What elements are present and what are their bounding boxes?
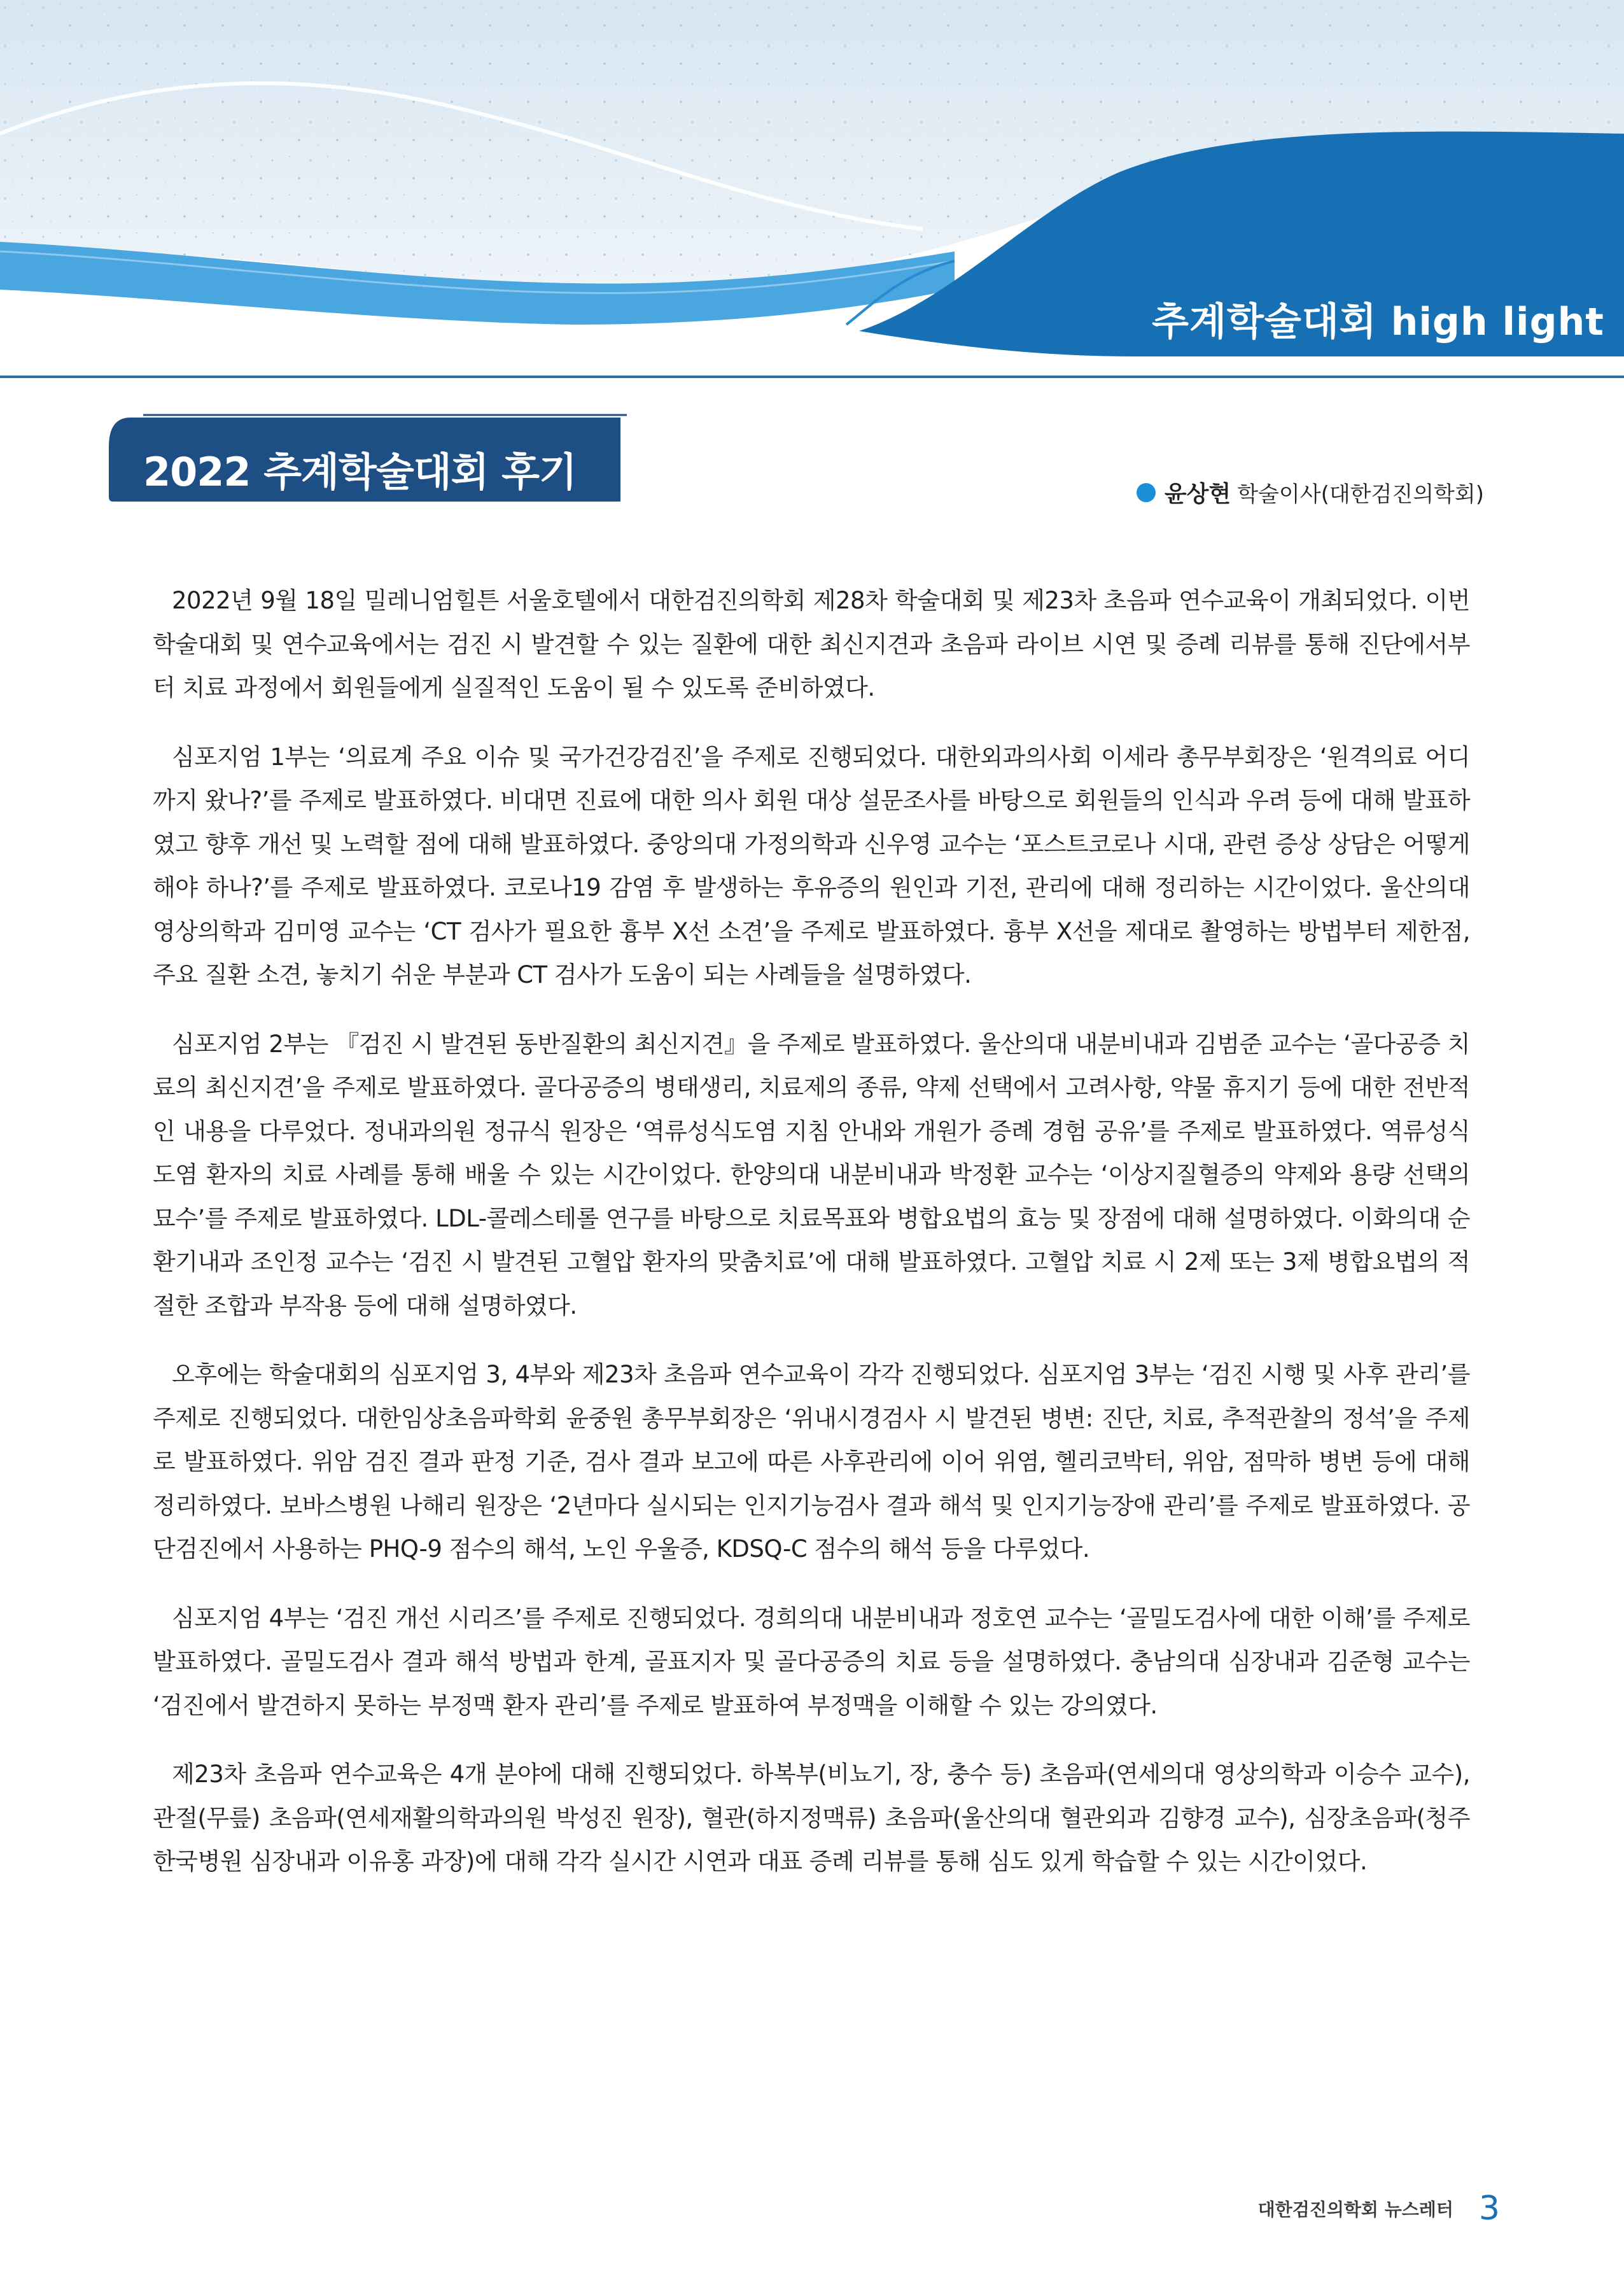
bullet-dot-icon: [1137, 483, 1156, 502]
publication-name: 대한검진의학회 뉴스레터: [1257, 2199, 1453, 2220]
article-body: [153, 579, 1470, 1909]
author-line: [1137, 476, 1484, 509]
paragraph-2: 심포지엄 1부는 ‘의료계 주요 이슈 및 국가건강검진’을 주제로 진행되었다. 대한외과의사회 이세라 총무부회장은 ‘원격의료 어디까지 왔나?’를 주제로 발표하였다. 비대면 진료에 대한 의사 회원 대상 설문조사를 바탕으로 회원들의 인식과 우려 등에 대해 발표하였고 향후 개선 및 노력할 점에 대해 발표하였다. 중앙의대 가정의학과 신우영 교수는 ‘포스트코로나 시대, 관련 증상 상담은 어떻게 해야 하나?’를 주제로 발표하였다. 코로나19 감염 후 발생하는 후유증의 원인과 기전, 관리에 대해 정리하는 시간이었다. 울산의대 영상의학과 김미영 교수는 ‘CT 검사가 필요한 흉부 X선 소견’을 주제로 발표하였다. 흉부 X선을 제대로 촬영하는 방법부터 제한점, 주요 질환 소견, 놓치기 쉬운 부분과 CT 검사가 도움이 되는 사례들을 설명하였다.: [153, 743, 1470, 988]
paragraph-4: 오후에는 학술대회의 심포지엄 3, 4부와 제23차 초음파 연수교육이 각각 진행되었다. 심포지엄 3부는 ‘검진 시행 및 사후 관리’를 주제로 진행되었다. 대한임상초음파학회 윤중원 총무부회장은 ‘위내시경검사 시 발견된 병변: 진단, 치료, 추적관찰의 정석’을 주제로 발표하였다. 위암 검진 결과 판정 기준, 검사 결과 보고에 따른 사후관리에 이어 위염, 헬리코박터, 위암, 점막하 병변 등에 대해 정리하였다. 보바스병원 나해리 원장은 ‘2년마다 실시되는 인지기능검사 결과 해석 및 인지기능장애 관리’를 주제로 발표하였다. 공단검진에서 사용하는 PHQ-9 점수의 해석, 노인 우울증, KDSQ-C 점수의 해석 등을 다루었다.: [153, 1361, 1470, 1563]
author-name: 윤상현: [1164, 481, 1231, 507]
paragraph-5: 심포지엄 4부는 ‘검진 개선 시리즈’를 주제로 진행되었다. 경희의대 내분비내과 정호연 교수는 ‘골밀도검사에 대한 이해’를 주제로 발표하였다. 골밀도검사 결과 해석 방법과 한계, 골표지자 및 골다공증의 치료 등을 설명하였다. 충남의대 심장내과 김준형 교수는 ‘검진에서 발견하지 못하는 부정맥 환자 관리’를 주제로 발표하여 부정맥을 이해할 수 있는 강의였다.: [153, 1604, 1470, 1719]
page-number: 3: [1478, 2190, 1500, 2228]
section-title: 추계학술대회 high light: [1152, 300, 1604, 344]
article-title: 2022 추계학술대회 후기: [143, 449, 577, 495]
paragraph-1: 2022년 9월 18일 밀레니엄힐튼 서울호텔에서 대한검진의학회 제28차 학술대회 및 제23차 초음파 연수교육이 개최되었다. 이번 학술대회 및 연수교육에서는 검진 시 발견할 수 있는 질환에 대한 최신지견과 초음파 라이브 시연 및 증례 리뷰를 통해 진단에서부터 치료 과정에서 회원들에게 실질적인 도움이 될 수 있도록 준비하였다.: [153, 587, 1470, 701]
paragraph-3: 심포지엄 2부는 『검진 시 발견된 동반질환의 최신지견』을 주제로 발표하였다. 울산의대 내분비내과 김범준 교수는 ‘골다공증 치료의 최신지견’을 주제로 발표하였다. 골다공증의 병태생리, 치료제의 종류, 약제 선택에서 고려사항, 약물 휴지기 등에 대한 전반적인 내용을 다루었다. 정내과의원 정규식 원장은 ‘역류성식도염 지침 안내와 개원가 증례 경험 공유’를 주제로 발표하였다. 역류성식도염 환자의 치료 사례를 통해 배울 수 있는 시간이었다. 한양의대 내분비내과 박정환 교수는 ‘이상지질혈증의 약제와 용량 선택의 묘수’를 주제로 발표하였다. LDL-콜레스테롤 연구를 바탕으로 치료목표와 병합요법의 효능 및 장점에 대해 설명하였다. 이화의대 순환기내과 조인정 교수는 ‘검진 시 발견된 고혈압 환자의 맞춤치료’에 대해 발표하였다. 고혈압 치료 시 2제 또는 3제 병합요법의 적절한 조합과 부작용 등에 대해 설명하였다.: [153, 1030, 1470, 1319]
author-role: 학술이사(대한검진의학회): [1237, 482, 1484, 507]
paragraph-6: 제23차 초음파 연수교육은 4개 분야에 대해 진행되었다. 하복부(비뇨기, 장, 충수 등) 초음파(연세의대 영상의학과 이승수 교수), 관절(무릎) 초음파(연세재활의학과의원 박성진 원장), 혈관(하지정맥류) 초음파(울산의대 혈관외과 김향경 교수), 심장초음파(청주한국병원 심장내과 이유홍 과장)에 대해 각각 실시간 시연과 대표 증례 리뷰를 통해 심도 있게 학습할 수 있는 시간이었다.: [153, 1761, 1470, 1875]
page-footer: [1258, 2190, 1500, 2228]
